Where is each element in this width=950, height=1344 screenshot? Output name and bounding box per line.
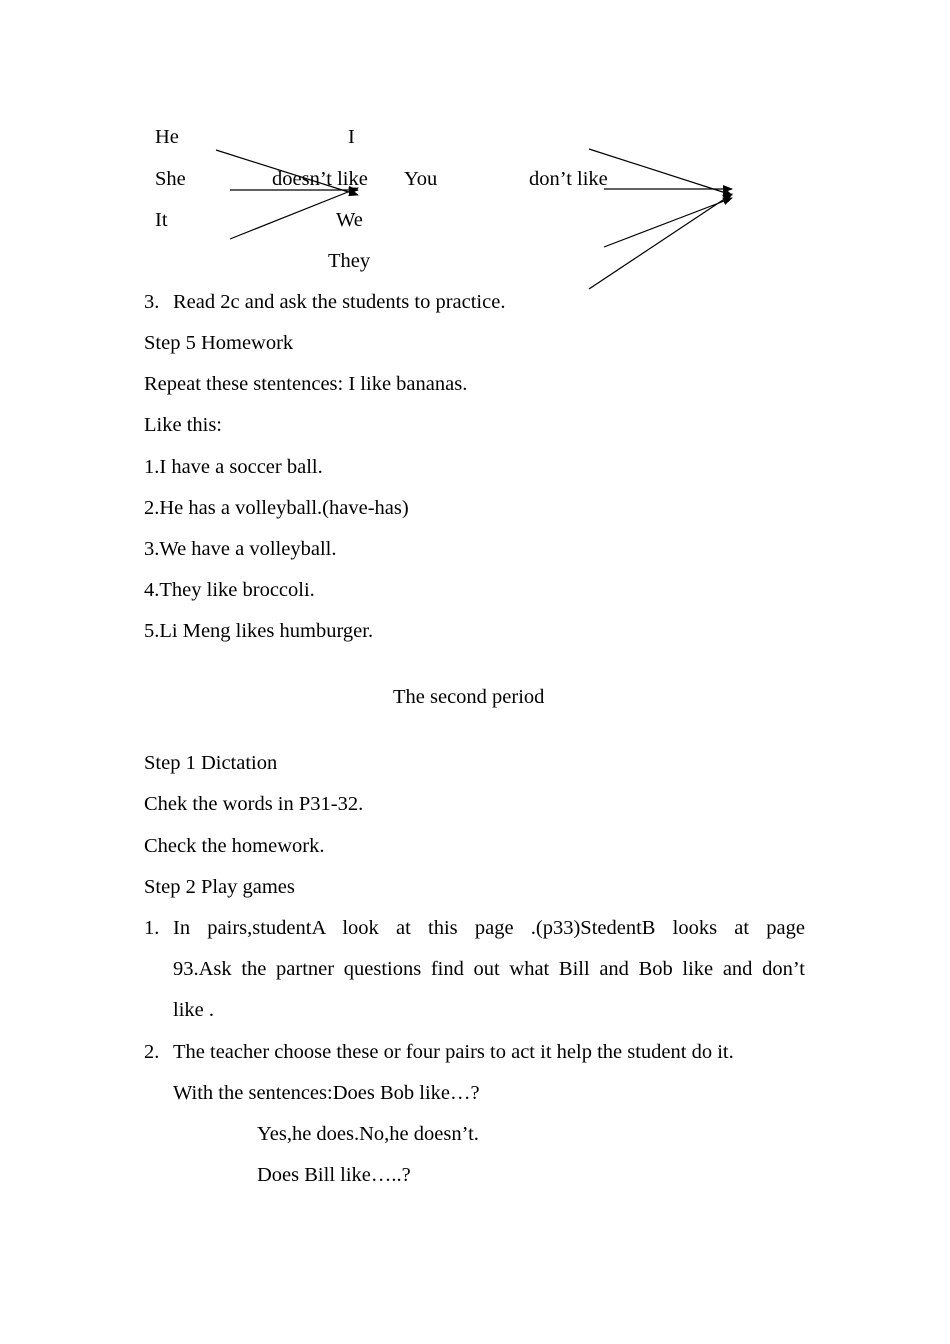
check-homework-line: Check the homework. <box>144 835 325 857</box>
step-2-heading: Step 2 Play games <box>144 876 295 898</box>
item-2-number: 2. <box>144 1041 160 1063</box>
item-1-number: 1. <box>144 917 160 939</box>
item-2-line-2: With the sentences:Does Bob like…? <box>173 1082 480 1104</box>
section-title: The second period <box>393 686 545 708</box>
subject-it: It <box>155 209 168 231</box>
item-1-line-3: like . <box>173 999 214 1021</box>
step-1-heading: Step 1 Dictation <box>144 752 278 774</box>
item-2-line-3: Yes,he does.No,he doesn’t. <box>257 1123 479 1145</box>
subject-she: She <box>155 168 186 190</box>
item-1-line-2: 93.Ask the partner questions find out what Bill and Bob like and don’t <box>173 958 805 980</box>
arrow-line-we <box>604 198 732 247</box>
arrow-line-they <box>589 194 732 289</box>
verb-doesnt-like: doesn’t like <box>272 168 368 190</box>
verb-dont-like: don’t like <box>529 168 608 190</box>
subject-you: You <box>404 168 438 190</box>
subject-we: We <box>336 209 363 231</box>
read-2c-line: Read 2c and ask the students to practice. <box>173 291 506 313</box>
item-2-line-4: Does Bill like…..? <box>257 1164 411 1186</box>
like-this-line: Like this: <box>144 414 223 436</box>
repeat-line: Repeat these stentences: I like bananas. <box>144 373 468 395</box>
arrow-line-i <box>589 149 732 195</box>
example-3: 3.We have a volleyball. <box>144 538 337 560</box>
subject-they: They <box>328 250 371 272</box>
step-5-heading: Step 5 Homework <box>144 332 294 354</box>
example-2: 2.He has a volleyball.(have-has) <box>144 497 409 519</box>
example-5: 5.Li Meng likes humburger. <box>144 620 374 642</box>
item-2-line-1: The teacher choose these or four pairs to act it help the student do it. <box>173 1041 734 1063</box>
item-1-line-1: In pairs,studentA look at this page .(p33)StedentB looks at page <box>173 917 805 939</box>
subject-i: I <box>348 126 355 148</box>
subject-he: He <box>155 126 179 148</box>
example-4: 4.They like broccoli. <box>144 579 315 601</box>
read-2c-number: 3. <box>144 291 160 313</box>
example-1: 1.I have a soccer ball. <box>144 456 323 478</box>
chek-words-line: Chek the words in P31-32. <box>144 793 364 815</box>
